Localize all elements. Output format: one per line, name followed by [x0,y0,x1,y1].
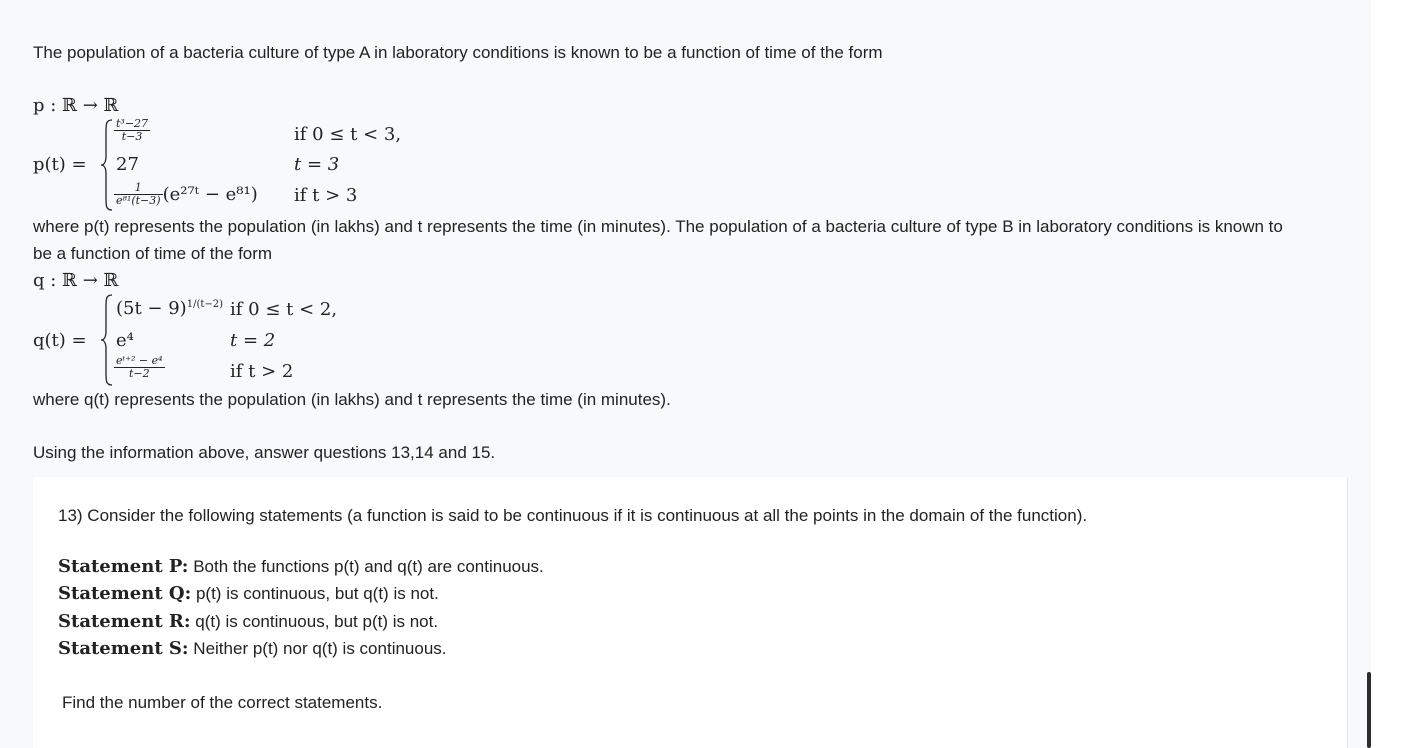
p-case3-expr [114,182,258,207]
q-case1-expr [116,298,223,319]
q-case1-cond: if 0 ≤ t < 2, [230,299,338,320]
p-where-line1: where p(t) represents the population (in lakhs) and t represents the time (in minutes). The population of a bacteria culture of type B in laboratory conditions is known to [33,217,1283,236]
q-case3-den: t−2 [128,367,150,380]
statement-r-text: q(t) is continuous, but p(t) is not. [195,612,439,631]
p-where-line2: be a function of time of the form [33,244,273,263]
statement-s [58,638,447,659]
q-lhs: q(t) = [33,330,87,351]
statement-s-text: Neither p(t) nor q(t) is continuous. [193,639,447,658]
instruction-text: Using the information above, answer questions 13,14 and 15. [33,443,496,462]
question-ask: Find the number of the correct statements. [62,693,383,712]
statement-r-label: Statement R: [58,611,191,632]
p-case1-den: t−3 [121,130,143,143]
q-case3-num: eᵗ⁺² − e⁴ [116,354,163,367]
p-domain-def: p : ℝ → ℝ [33,95,119,116]
p-case3-cond: if t > 3 [294,185,358,206]
statement-p [58,556,544,577]
q-case3-expr [114,355,165,380]
p-case2-cond: t = 3 [294,154,340,175]
statement-p-text: Both the functions p(t) and q(t) are continuous. [193,557,544,576]
p-case3-num: 1 [114,182,163,195]
p-case3-den: e⁸¹(t−3) [116,194,161,207]
q-case2-expr: e⁴ [116,330,134,351]
p-case2-expr: 27 [116,154,139,175]
p-case1-expr [114,118,150,143]
statement-q-text: p(t) is continuous, but q(t) is not. [195,584,439,603]
intro-text: The population of a bacteria culture of type A in laboratory conditions is known to be a function of time of the form [33,43,883,62]
p-case1-cond: if 0 ≤ t < 3, [294,124,402,145]
scrollbar-track[interactable] [1371,0,1417,748]
statement-q-label: Statement Q: [58,583,192,604]
p-case3-tail: (e²⁷ᵗ − e⁸¹) [162,184,258,205]
statement-q [58,583,439,604]
statement-r [58,611,438,632]
statement-p-label: Statement P: [58,556,189,577]
scrollbar-thumb[interactable] [1367,672,1371,748]
p-case1-num: t³−27 [116,117,149,130]
q-case3-cond: if t > 2 [230,361,294,382]
p-lhs: p(t) = [33,154,87,175]
p-brace [100,118,114,217]
statement-s-label: Statement S: [58,638,189,659]
q-case1-exp: 1/(t−2) [186,299,224,310]
q-where: where q(t) represents the population (in lakhs) and t represents the time (in minutes). [33,390,671,409]
question-card [33,477,1348,748]
q-case1-base: (5t − 9) [116,298,187,319]
question-prompt: 13) Consider the following statements (a function is said to be continuous if it is continuous at all the points in the domain of the function). [58,506,1088,525]
q-case2-cond: t = 2 [230,330,276,351]
q-brace [100,293,114,392]
q-domain-def: q : ℝ → ℝ [33,270,119,291]
